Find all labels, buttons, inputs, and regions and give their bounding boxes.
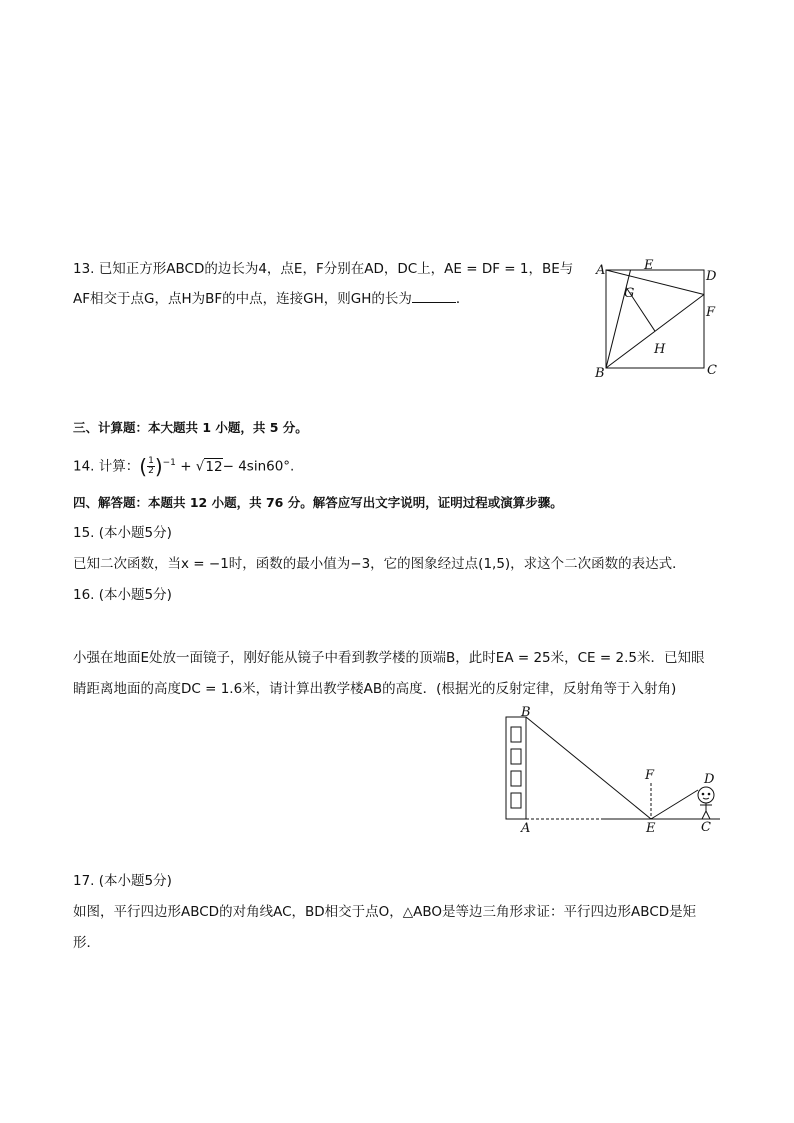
label-e: E	[644, 258, 654, 273]
right-paren: )	[154, 454, 163, 479]
building-window-1	[511, 727, 521, 742]
section-4-heading: 四、解答题：本题共 12 小题，共 76 分。解答应写出文字说明，证明过程或演算步骤。	[73, 495, 563, 510]
fraction-numerator: 1	[148, 456, 154, 466]
label-g: G	[624, 286, 635, 301]
q17-title: 17. (本小题5分)	[73, 873, 172, 889]
label-h: H	[654, 342, 666, 357]
radicand: 12	[205, 458, 223, 475]
answer-blank	[412, 290, 456, 303]
q13-line2-text: AF相交于点G，点H为BF的中点，连接GH，则GH的长为	[73, 291, 412, 307]
label-a: A	[596, 263, 606, 278]
q13-square-figure	[592, 258, 722, 378]
q17-line1: 如图，平行四边形ABCD的对角线AC，BD相交于点O，△ABO是等边三角形求证：平行四边形ABCD是矩	[73, 904, 697, 920]
fraction-denominator: 2	[148, 466, 154, 476]
label-f: F	[706, 305, 716, 320]
q15-text: 已知二次函数，当x = −1时，函数的最小值为−3，它的图象经过点(1,5)，求这个二次函数的表达式．	[73, 556, 686, 572]
q14-suffix: − 4sin60°.	[222, 458, 295, 475]
fraction-half	[147, 457, 155, 476]
q16-line1: 小强在地面E处放一面镜子，刚好能从镜子中看到教学楼的顶端B，此时EA = 25米，CE = 2.5米．已知眼	[73, 650, 705, 666]
label-a: A	[521, 821, 531, 835]
section-3-heading: 三、计算题：本大题共 1 小题，共 5 分。	[73, 420, 308, 435]
q14-expression	[73, 450, 294, 480]
person-icon	[698, 787, 714, 819]
ray-be	[526, 717, 651, 819]
building-window-3	[511, 771, 521, 786]
segment-be	[606, 270, 631, 368]
label-f: F	[645, 768, 655, 783]
label-d: D	[706, 269, 717, 284]
q16-building-figure	[498, 705, 728, 835]
q15-title: 15. (本小题5分)	[73, 525, 172, 541]
q16-line2: 睛距离地面的高度DC = 1.6米，请计算出教学楼AB的高度．(根据光的反射定律，反射角等于入射角)	[73, 681, 677, 697]
q16-title: 16. (本小题5分)	[73, 587, 172, 603]
q13-line1: 13. 已知正方形ABCD的边长为4，点E，F分别在AD，DC上，AE = DF = 1，BE与	[73, 261, 574, 277]
left-paren: (	[139, 454, 148, 479]
ray-ed	[651, 790, 698, 819]
label-e: E	[646, 821, 656, 835]
q13-line2-end: ．	[455, 291, 470, 307]
q14-prefix: 14. 计算：	[73, 458, 140, 475]
label-c: C	[707, 363, 717, 378]
q14-plus-root: + √	[175, 458, 205, 475]
label-c: C	[701, 820, 711, 835]
label-d: D	[704, 772, 715, 787]
q17-line2: 形．	[73, 935, 100, 951]
label-b: B	[521, 705, 531, 720]
building-window-4	[511, 793, 521, 808]
segment-af	[606, 270, 704, 295]
exponent: −1	[162, 458, 176, 468]
building-window-2	[511, 749, 521, 764]
label-b: B	[595, 366, 605, 378]
building	[506, 717, 526, 819]
q13-line2	[73, 290, 469, 308]
